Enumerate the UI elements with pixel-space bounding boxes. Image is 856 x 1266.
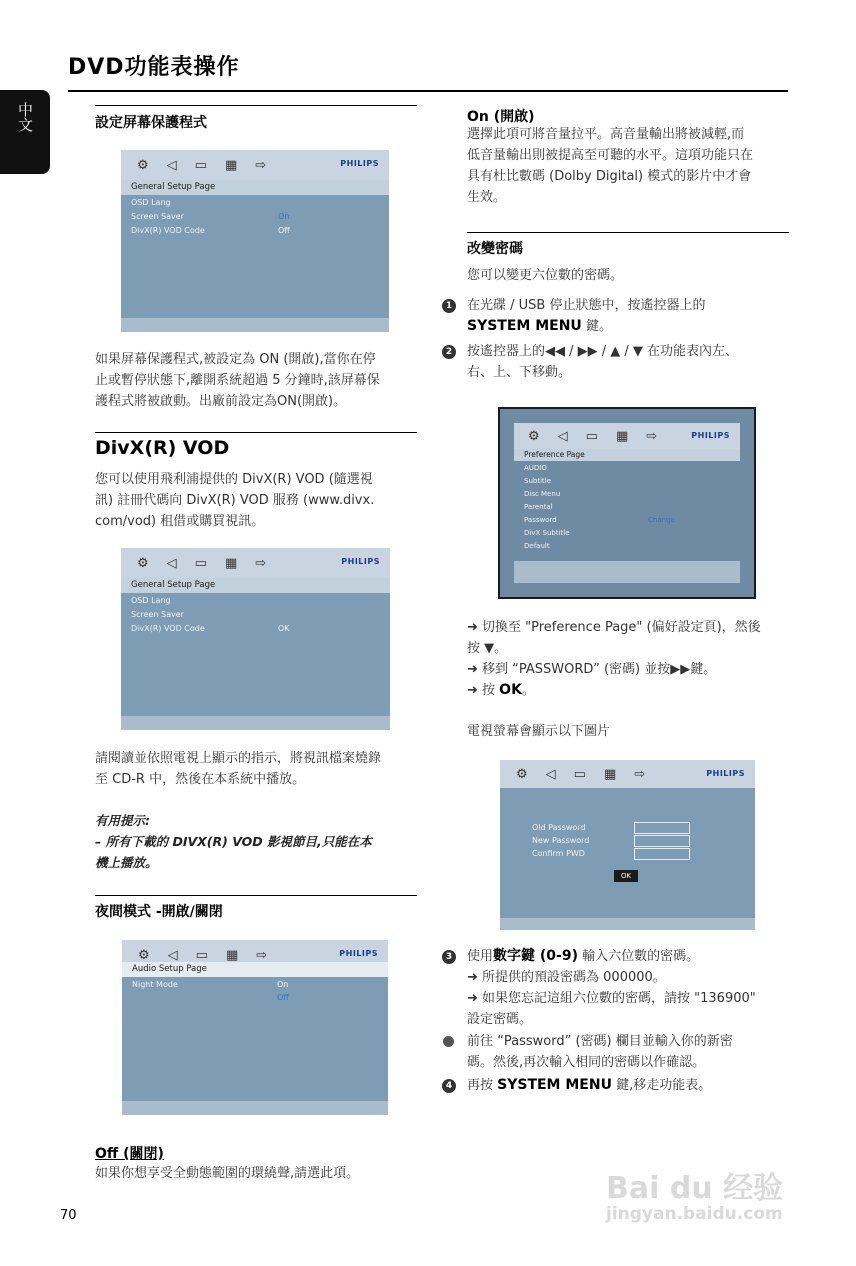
exit-icon: ⇨	[255, 555, 267, 571]
osd-footer	[121, 318, 389, 332]
osd-row: OSD Lang	[131, 596, 171, 605]
text-line: 設定密碼。	[467, 1012, 533, 1027]
grid-icon: ▦	[603, 766, 617, 782]
divx-text	[95, 469, 374, 532]
osd-row: Night Mode	[132, 980, 178, 989]
old-password-field[interactable]	[634, 822, 690, 834]
text-line: 訊) 註冊代碼向 DivX(R) VOD 服務 (www.divx.	[95, 493, 375, 508]
title-rule	[68, 90, 788, 92]
text-line: 護程式將被啟動。出廠前設定為ON(開啟)。	[95, 394, 347, 409]
section-rule	[95, 105, 417, 106]
osd-value-on: On	[278, 212, 290, 221]
password-intro: 您可以變更六位數的密碼。	[467, 268, 624, 283]
osd-row: Screen Saver	[131, 212, 184, 221]
step-2-text	[467, 341, 738, 383]
text-line: ➜ 如果您忘記這組六位數的密碼，請按 "136900"	[467, 991, 756, 1006]
text-line: 如果屏幕保護程式,被設定為 ON (開啟),當你在停	[95, 352, 376, 367]
osd-row: DivX Subtitle	[524, 529, 570, 537]
text-fragment: 輸入六位數的密碼。	[577, 949, 700, 964]
osd-footer	[121, 716, 390, 730]
gear-icon: ⚙	[516, 766, 528, 782]
text-line: – 所有下載的 DIVX(R) VOD 影視節目,只能在本	[95, 834, 372, 849]
grid-icon: ▦	[224, 555, 238, 571]
text-line: 按 ▼。	[467, 641, 508, 656]
osd-value-change: Change	[648, 516, 675, 524]
on-text	[467, 124, 753, 208]
osd-screen-general-2	[121, 548, 390, 730]
text-line: 在光碟 / USB 停止狀態中，按遙控器上的	[467, 298, 706, 313]
key-label: OK	[499, 682, 522, 698]
text-fragment: ➜ 按	[467, 683, 500, 698]
dot-bullet	[443, 1036, 454, 1051]
speaker-icon: ◁	[166, 555, 177, 571]
text-fragment: 再按	[467, 1078, 498, 1093]
text-line: ➜ 切換至 "Preference Page" (偏好設定頁)，然後	[467, 620, 761, 635]
step-1-bullet: 1	[442, 297, 456, 313]
osd-footer	[514, 561, 740, 583]
watermark-logo: Bai du 经验	[606, 1171, 784, 1206]
section-rule	[95, 432, 417, 433]
osd-value-off: Off	[277, 993, 289, 1002]
off-heading: Off (關閉)	[95, 1146, 164, 1162]
osd-row: Parental	[524, 503, 553, 511]
exit-icon: ⇨	[255, 157, 267, 173]
osd-page-title: General Setup Page	[121, 578, 390, 593]
osd-row: AUDIO	[524, 464, 547, 472]
osd-screen-password	[500, 760, 755, 930]
text-fragment: 。	[521, 683, 535, 698]
language-tab-label: 中文	[16, 102, 34, 132]
brand-logo: PHILIPS	[691, 431, 730, 440]
osd-page-title: Audio Setup Page	[122, 962, 388, 977]
useful-tip	[95, 810, 372, 873]
ok-button[interactable]: OK	[614, 870, 638, 882]
text-fragment: 使用	[467, 949, 494, 964]
key-label: 數字鍵 (0-9)	[493, 948, 578, 964]
step-2-bullet: 2	[442, 343, 456, 359]
osd-screen-audio	[122, 940, 388, 1115]
language-tab	[0, 90, 50, 174]
tv-icon: ▭	[194, 555, 207, 571]
text-line: 前往 “Password” (密碼) 欄目並輸入你的新密	[467, 1034, 733, 1049]
text-line: 具有杜比數碼 (Dolby Digital) 模式的影片中才會	[467, 169, 752, 184]
text-line: 您可以使用飛利浦提供的 DivX(R) VOD (隨選視	[95, 472, 373, 487]
text-line	[467, 680, 761, 701]
navigation-steps	[467, 617, 761, 701]
osd-row: Subtitle	[524, 477, 552, 485]
tv-icon: ▭	[573, 766, 586, 782]
text-line: 機上播放。	[95, 855, 158, 870]
key-label: SYSTEM MENU	[497, 1077, 612, 1093]
text-line: 至 CD-R 中，然後在本系統中播放。	[95, 772, 306, 787]
gear-icon: ⚙	[137, 157, 149, 173]
tip-title: 有用提示:	[95, 813, 150, 828]
step-4-text	[467, 1075, 711, 1096]
text-line: ➜ 所提供的預設密碼為 000000。	[467, 970, 666, 985]
page-title: DVD功能表操作	[68, 55, 240, 80]
brand-logo: PHILIPS	[340, 159, 379, 168]
text-line	[467, 946, 756, 967]
osd-row: Old Password	[532, 823, 586, 832]
step-3-bullet: 3	[442, 948, 456, 964]
night-mode-heading: 夜間模式 -開啟/關閉	[95, 904, 223, 920]
text-fragment: 鍵。	[581, 319, 612, 334]
osd-row: Confirm PWD	[532, 849, 585, 858]
gear-icon: ⚙	[138, 947, 150, 963]
speaker-icon: ◁	[557, 428, 568, 444]
gear-icon: ⚙	[528, 428, 540, 444]
on-heading: On (開啟)	[467, 109, 535, 125]
text-line: 請閱讀並依照電視上顯示的指示，將視訊檔案燒錄	[95, 751, 382, 766]
osd-row: OSD Lang	[131, 198, 171, 207]
text-fragment: 鍵,移走功能表。	[611, 1078, 712, 1093]
osd-row: Password	[524, 516, 557, 524]
osd-row: DivX(R) VOD Code	[131, 624, 205, 633]
screen-saver-text	[95, 349, 380, 412]
tv-display-text: 電視螢幕會顯示以下圖片	[467, 724, 611, 739]
osd-row: Disc Menu	[524, 490, 561, 498]
speaker-icon: ◁	[166, 157, 177, 173]
text-line: com/vod) 租借或購買視訊。	[95, 514, 265, 529]
osd-row: DivX(R) VOD Code	[131, 226, 205, 235]
step-1-text	[467, 295, 705, 337]
step-4-bullet: 4	[442, 1077, 456, 1093]
text-line: 右、上、下移動。	[467, 365, 572, 380]
page-number: 70	[60, 1208, 77, 1223]
osd-footer	[122, 1101, 388, 1115]
osd-value-ok: OK	[278, 624, 290, 633]
brand-logo: PHILIPS	[341, 557, 380, 566]
password-heading: 改變密碼	[467, 241, 523, 257]
section-rule	[467, 232, 789, 233]
tv-icon: ▭	[195, 947, 208, 963]
osd-screen-general-1	[121, 150, 389, 332]
confirm-password-field[interactable]	[634, 848, 690, 860]
osd-row: Screen Saver	[131, 610, 184, 619]
text-line	[467, 316, 705, 337]
osd-value-off: Off	[278, 226, 290, 235]
section-rule	[95, 895, 417, 896]
key-label: SYSTEM MENU	[467, 318, 582, 334]
text-line: 低音量輸出則被提高至可聽的水平。這項功能只在	[467, 148, 754, 163]
osd-page-title: Preference Page	[514, 449, 740, 461]
tv-icon: ▭	[194, 157, 207, 173]
text-line: 止或暫停狀態下,離開系統超過 5 分鐘時,該屏幕保	[95, 373, 380, 388]
osd-footer	[500, 918, 755, 930]
brand-logo: PHILIPS	[706, 769, 745, 778]
tv-icon: ▭	[585, 428, 598, 444]
exit-icon: ⇨	[634, 766, 646, 782]
text-line: 選擇此項可將音量拉平。高音量輸出將被減輕,而	[467, 127, 745, 142]
text-line: 生效。	[467, 190, 507, 205]
exit-icon: ⇨	[646, 428, 658, 444]
osd-page-title: General Setup Page	[121, 180, 389, 195]
off-text: 如果你想享受全動態範圍的環繞聲,請選此項。	[95, 1166, 360, 1181]
divx-heading: DivX(R) VOD	[95, 437, 230, 459]
divx-instructions	[95, 748, 381, 790]
new-password-field[interactable]	[634, 835, 690, 847]
osd-row: Default	[524, 542, 550, 550]
bullet-text	[467, 1031, 733, 1073]
grid-icon: ▦	[615, 428, 629, 444]
speaker-icon: ◁	[167, 947, 178, 963]
text-line: 碼。然後,再次輸入相同的密碼以作確認。	[467, 1055, 706, 1070]
speaker-icon: ◁	[545, 766, 556, 782]
grid-icon: ▦	[224, 157, 238, 173]
osd-row: New Password	[532, 836, 590, 845]
text-line: ➜ 移到 “PASSWORD” (密碼) 並按▶▶鍵。	[467, 662, 717, 677]
step-3-text	[467, 946, 756, 1030]
text-line: 按遙控器上的◀◀ / ▶▶ / ▲ / ▼ 在功能表內左、	[467, 344, 739, 359]
exit-icon: ⇨	[256, 947, 268, 963]
brand-logo: PHILIPS	[339, 949, 378, 958]
osd-screen-preference	[498, 407, 756, 599]
screen-saver-heading: 設定屏幕保護程式	[95, 115, 207, 131]
osd-value-on: On	[277, 980, 289, 989]
grid-icon: ▦	[225, 947, 239, 963]
gear-icon: ⚙	[137, 555, 149, 571]
watermark-url: jingyan.baidu.com	[606, 1204, 783, 1224]
